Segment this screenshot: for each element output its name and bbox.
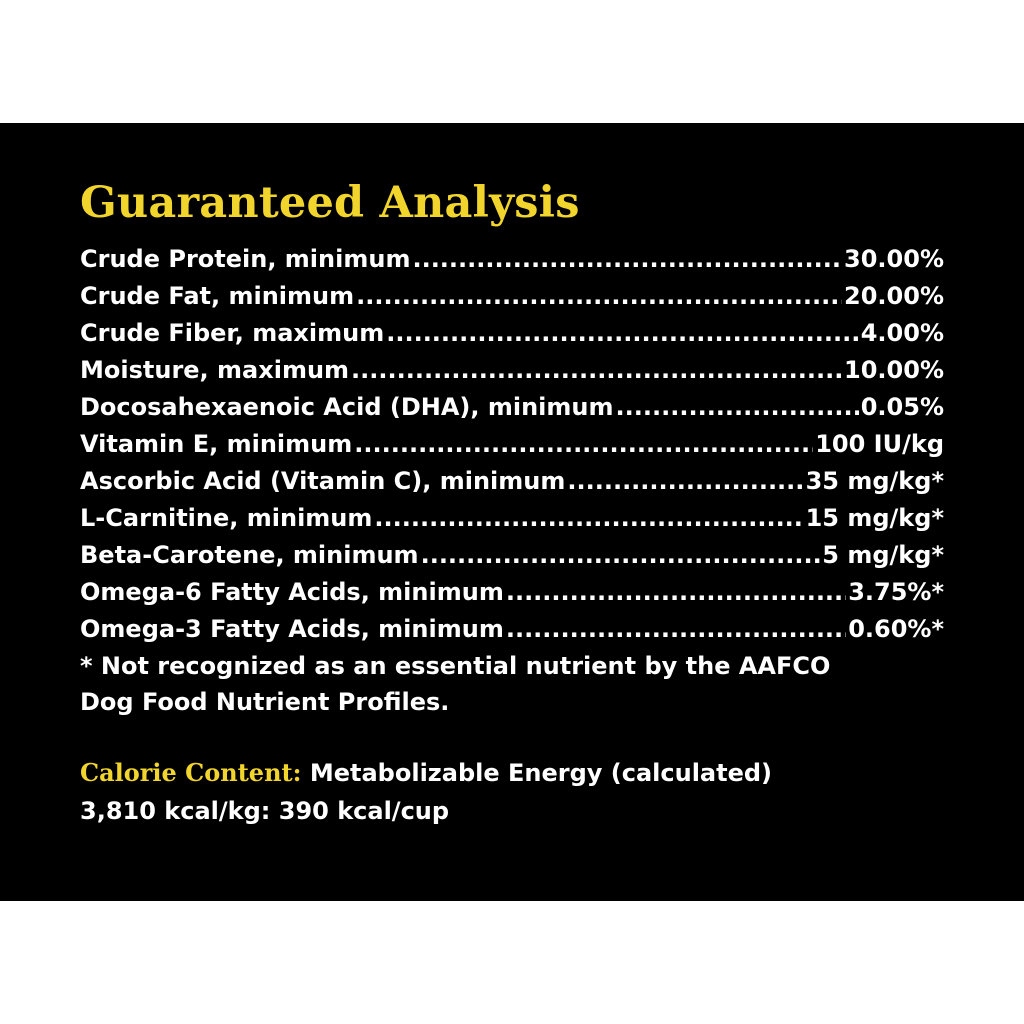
analysis-row — [80, 315, 944, 352]
analysis-value: 0.05% — [860, 393, 944, 421]
dot-leader — [356, 278, 842, 315]
analysis-value: 5 mg/kg* — [822, 541, 944, 569]
dot-leader — [421, 537, 821, 574]
analysis-label: Crude Fat, minimum — [80, 282, 355, 310]
calorie-label: Calorie Content: — [80, 758, 302, 787]
dot-leader — [412, 241, 842, 278]
analysis-label: Docosahexaenoic Acid (DHA), minimum — [80, 393, 614, 421]
analysis-row — [80, 352, 944, 389]
dot-leader — [506, 574, 846, 611]
analysis-value: 35 mg/kg* — [805, 467, 944, 495]
analysis-value: 15 mg/kg* — [805, 504, 944, 532]
dot-leader — [506, 611, 846, 648]
analysis-row — [80, 611, 944, 648]
analysis-row — [80, 278, 944, 315]
dot-leader — [374, 500, 803, 537]
calorie-content — [80, 754, 944, 830]
analysis-value: 100 IU/kg — [815, 430, 944, 458]
analysis-row — [80, 426, 944, 463]
analysis-label: Omega-3 Fatty Acids, minimum — [80, 615, 504, 643]
panel-title: Guaranteed Analysis — [80, 178, 580, 228]
analysis-row — [80, 463, 944, 500]
analysis-row — [80, 389, 944, 426]
footnote — [80, 648, 944, 720]
dot-leader — [354, 426, 813, 463]
analysis-list — [80, 241, 944, 648]
analysis-label: L-Carnitine, minimum — [80, 504, 373, 532]
analysis-row — [80, 537, 944, 574]
analysis-label: Ascorbic Acid (Vitamin C), minimum — [80, 467, 566, 495]
calorie-line — [80, 754, 944, 792]
analysis-value: 10.00% — [844, 356, 944, 384]
analysis-label: Beta-Carotene, minimum — [80, 541, 419, 569]
dot-leader — [567, 463, 803, 500]
analysis-label: Crude Protein, minimum — [80, 245, 411, 273]
dot-leader — [386, 315, 859, 352]
analysis-row — [80, 574, 944, 611]
analysis-label: Moisture, maximum — [80, 356, 350, 384]
analysis-label: Crude Fiber, maximum — [80, 319, 385, 347]
dot-leader — [351, 352, 842, 389]
analysis-label: Omega-6 Fatty Acids, minimum — [80, 578, 504, 606]
analysis-row — [80, 241, 944, 278]
analysis-value: 3.75%* — [848, 578, 944, 606]
guaranteed-analysis-panel — [0, 123, 1024, 901]
calorie-values: 3,810 kcal/kg: 390 kcal/cup — [80, 797, 450, 825]
analysis-row — [80, 500, 944, 537]
analysis-value: 4.00% — [860, 319, 944, 347]
dot-leader — [616, 389, 859, 426]
analysis-value: 0.60%* — [848, 615, 944, 643]
calorie-description: Metabolizable Energy (calculated) — [309, 759, 773, 787]
footnote-line: Dog Food Nutrient Profiles. — [80, 688, 450, 716]
analysis-label: Vitamin E, minimum — [80, 430, 353, 458]
analysis-value: 30.00% — [844, 245, 944, 273]
analysis-value: 20.00% — [844, 282, 944, 310]
footnote-line: * Not recognized as an essential nutrient by the AAFCO — [80, 652, 831, 680]
